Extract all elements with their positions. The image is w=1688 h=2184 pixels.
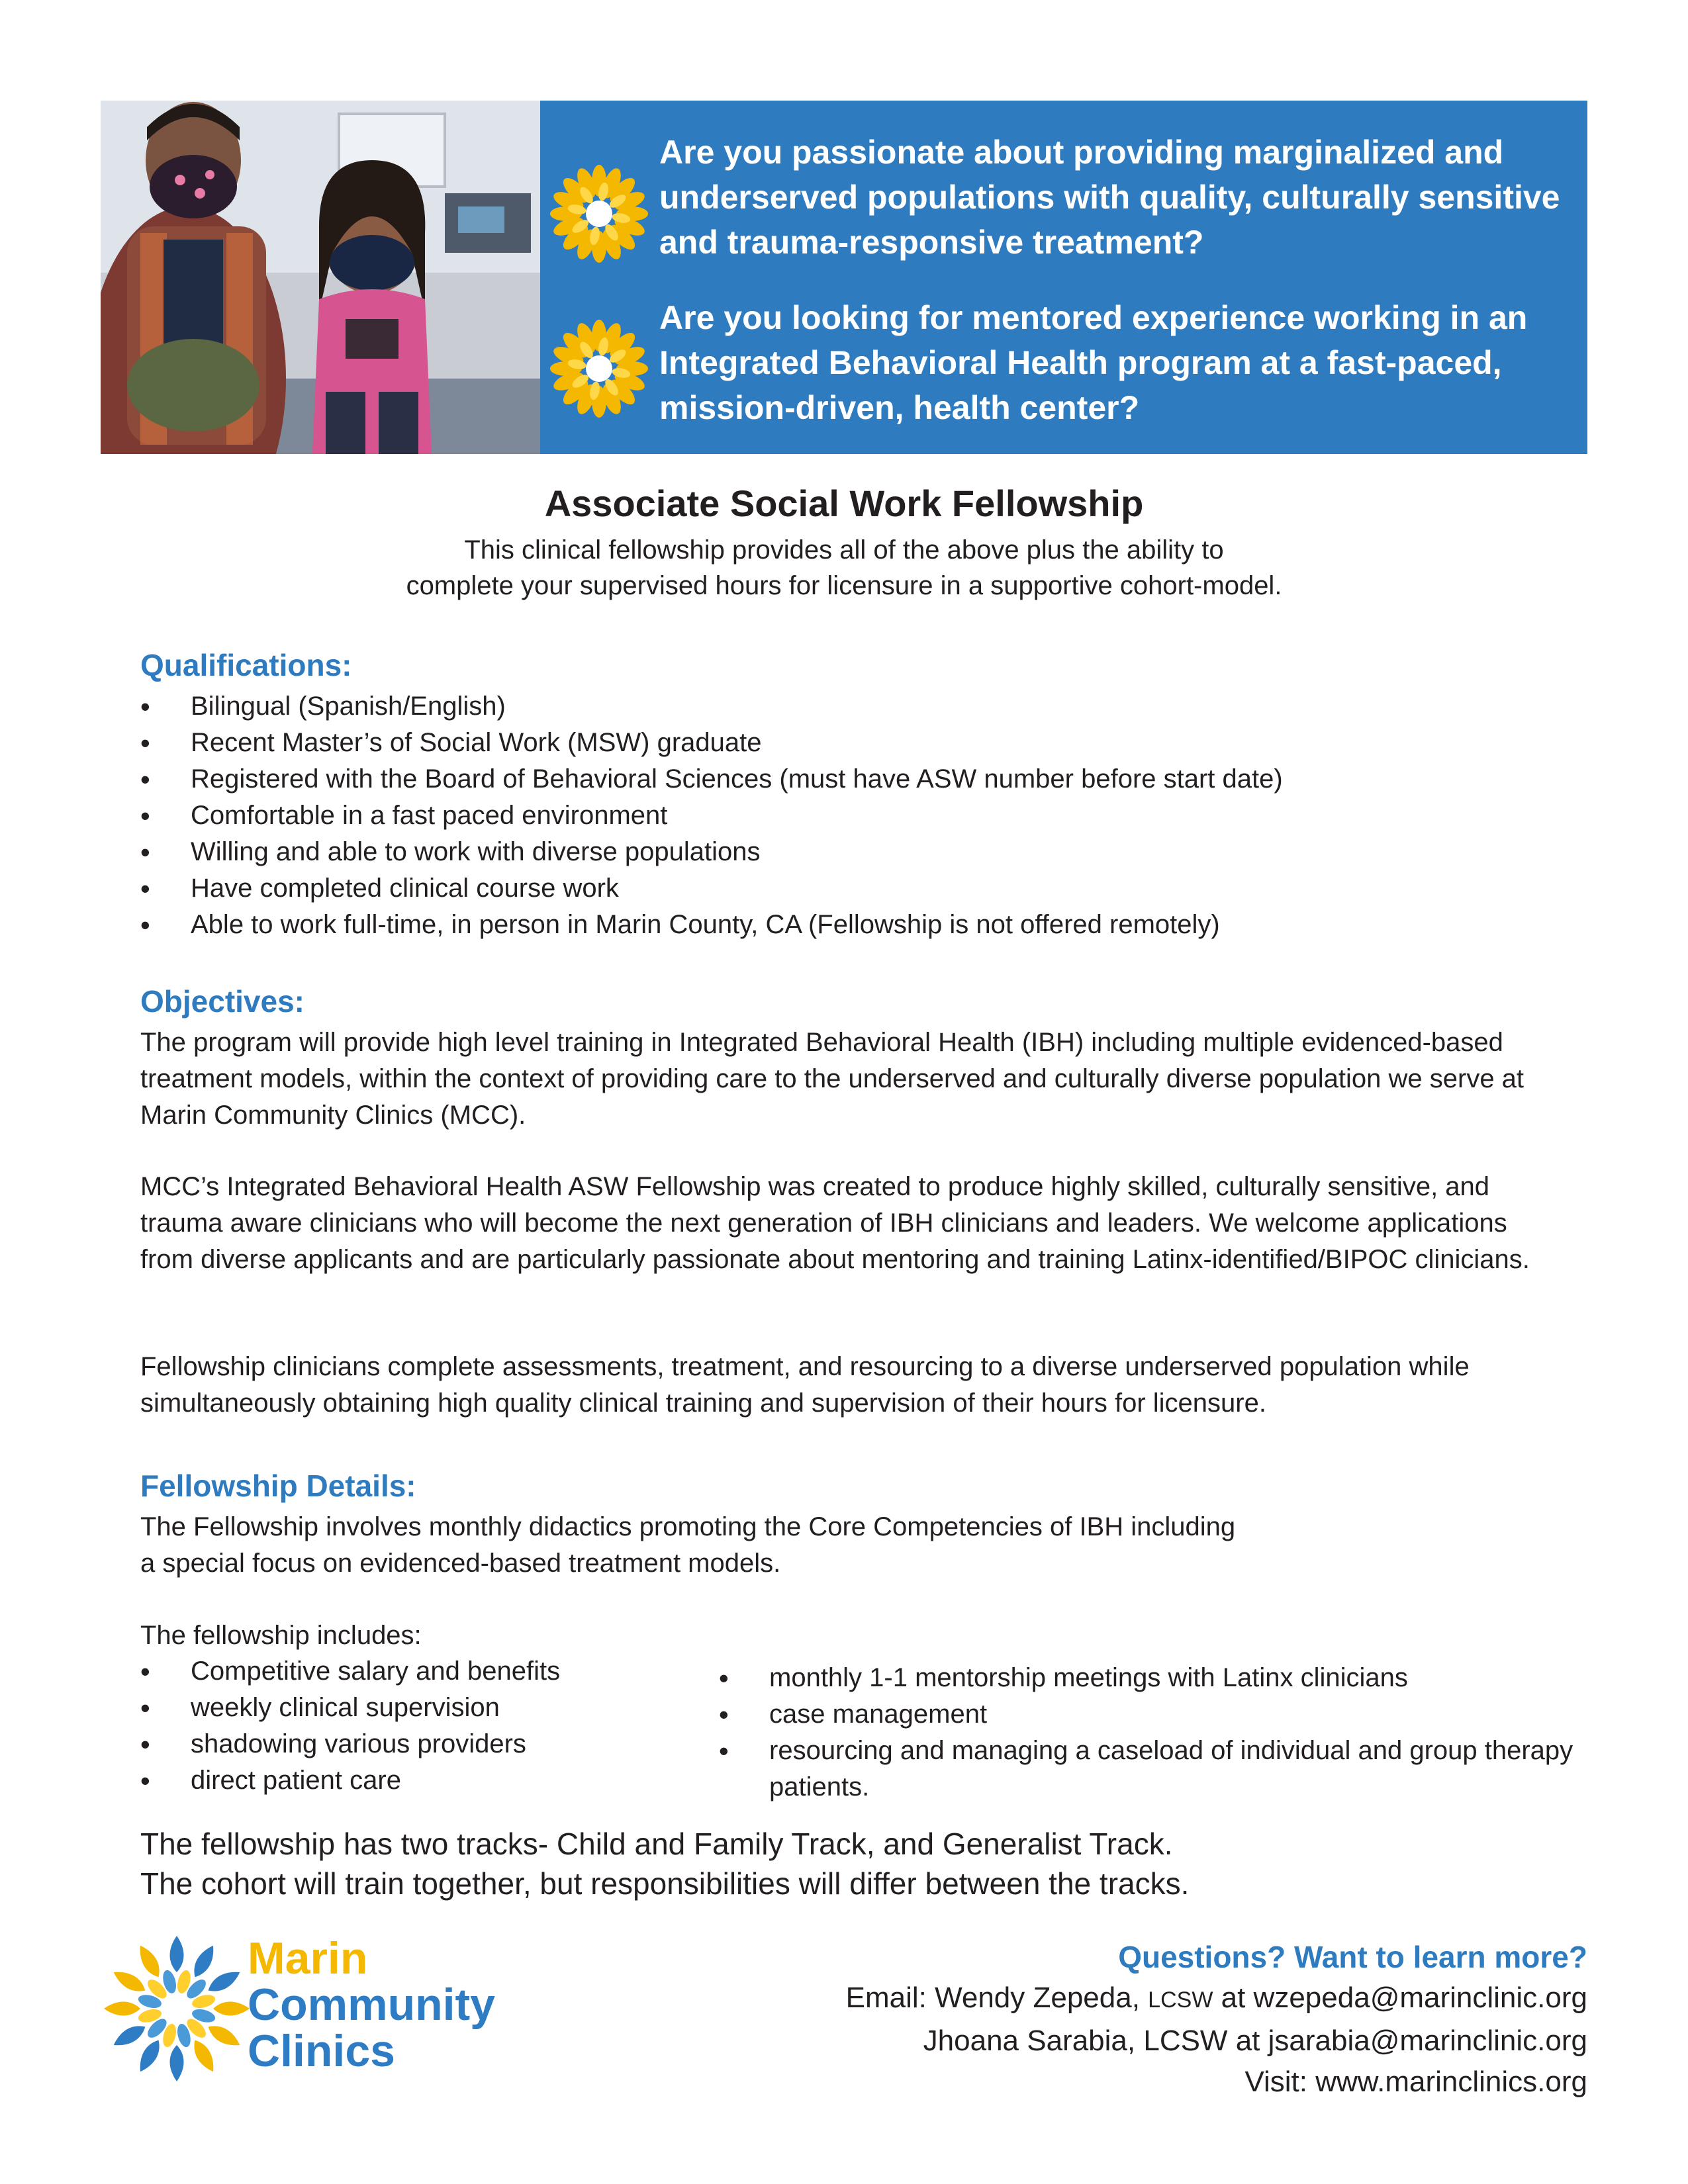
includes-list-left [140, 1653, 696, 1799]
list-item: • case management [719, 1696, 1579, 1733]
list-item: • Willing and able to work with diverse populations [140, 834, 1564, 870]
page-subtitle [0, 532, 1688, 604]
hero-banner [101, 101, 1587, 454]
list-item: • Able to work full-time, in person in Marin County, CA (Fellowship is not offered remotely) [140, 907, 1564, 943]
sunflower-logo-icon [101, 1933, 253, 2085]
details-heading: Fellowship Details: [140, 1469, 416, 1503]
contact-heading: Questions? Want to learn more? [1118, 1940, 1587, 1974]
includes-list-right [719, 1660, 1579, 1805]
details-intro [140, 1509, 1564, 1582]
details-intro-line-2: a special focus on evidenced-based treatment models. [140, 1549, 781, 1578]
website-link[interactable]: Visit: www.marinclinics.org [1244, 2066, 1587, 2098]
list-item: • Registered with the Board of Behavioral Sciences (must have ASW number before start date) [140, 761, 1564, 797]
objectives-paragraph-3: Fellowship clinicians complete assessments, treatment, and resourcing to a diverse underserved population while simultaneously obtaining high quality clinical training and supervision of their hours for licensure. [140, 1352, 1470, 1418]
list-item: • Comfortable in a fast paced environment [140, 797, 1564, 834]
qualifications-list [140, 688, 1564, 943]
qualifications-heading: Qualifications: [140, 648, 352, 682]
list-item: • Have completed clinical course work [140, 870, 1564, 907]
contact-credential: LCSW [1148, 1987, 1213, 2013]
tracks-line-1: The fellowship has two tracks- Child and Family Track, and Generalist Track. [140, 1827, 1173, 1861]
sunflower-icon [549, 164, 649, 263]
tracks-line-2: The cohort will train together, but responsibilities will differ between the tracks. [140, 1866, 1190, 1901]
list-item: • shadowing various providers [140, 1726, 696, 1762]
logo-word-clinics: Clinics [248, 2026, 395, 2076]
details-intro-line-1: The Fellowship involves monthly didactics promoting the Core Competencies of IBH including [140, 1512, 1236, 1541]
list-item: • weekly clinical supervision [140, 1690, 696, 1726]
objectives-paragraph-2: MCC’s Integrated Behavioral Health ASW Fellowship was created to produce highly skilled, culturally sensitive, and trauma aware clinicians who will become the next generation of IBH clinicians and leaders. We welcome applications from diverse applicants and are particularly passionate about mentoring and training Latinx-identified/BIPOC clinicians. [140, 1172, 1530, 1274]
sunflower-icon [549, 319, 649, 418]
list-item: • Bilingual (Spanish/English) [140, 688, 1564, 725]
logo-word-community: Community [248, 1979, 495, 2030]
logo-word-marin: Marin [248, 1933, 368, 1983]
subtitle-line-2: complete your supervised hours for licensure in a supportive cohort-model. [406, 571, 1282, 600]
list-item: • Competitive salary and benefits [140, 1653, 696, 1690]
list-item: • resourcing and managing a caseload of individual and group therapy patients. [719, 1733, 1579, 1805]
includes-label: The fellowship includes: [140, 1621, 422, 1650]
subtitle-line-1: This clinical fellowship provides all of the above plus the ability to [464, 535, 1224, 565]
contact-email-line [661, 1978, 1587, 2021]
objectives-paragraph-1: The program will provide high level training in Integrated Behavioral Health (IBH) including multiple evidenced-based treatment models, within the context of providing care to the underserved and culturally diverse population we serve at Marin Community Clinics (MCC). [140, 1028, 1524, 1130]
objectives-heading: Objectives: [140, 984, 305, 1019]
list-item: • direct patient care [140, 1762, 696, 1799]
page-title: Associate Social Work Fellowship [544, 482, 1144, 524]
contact-block [661, 1936, 1587, 2103]
contact-email-prefix: Email: Wendy Zepeda, [845, 1981, 1140, 2014]
list-item: • monthly 1-1 mentorship meetings with Latinx clinicians [719, 1660, 1579, 1696]
marin-community-clinics-logo [101, 1933, 538, 2085]
contact-email-line-2[interactable]: Jhoana Sarabia, LCSW at jsarabia@marinclinic.org [923, 2025, 1587, 2057]
list-item: • Recent Master’s of Social Work (MSW) graduate [140, 725, 1564, 761]
clinic-photo [101, 101, 540, 454]
hero-question-2: Are you looking for mentored experience working in an Integrated Behavioral Health program at a fast-paced, mission-driven, health center? [659, 299, 1528, 426]
contact-email-link[interactable]: at wzepeda@marinclinic.org [1221, 1981, 1587, 2014]
tracks-statement [140, 1824, 1597, 1903]
hero-question-1: Are you passionate about providing marginalized and underserved populations with quality, culturally sensitive and trauma-responsive treatment? [659, 134, 1560, 261]
